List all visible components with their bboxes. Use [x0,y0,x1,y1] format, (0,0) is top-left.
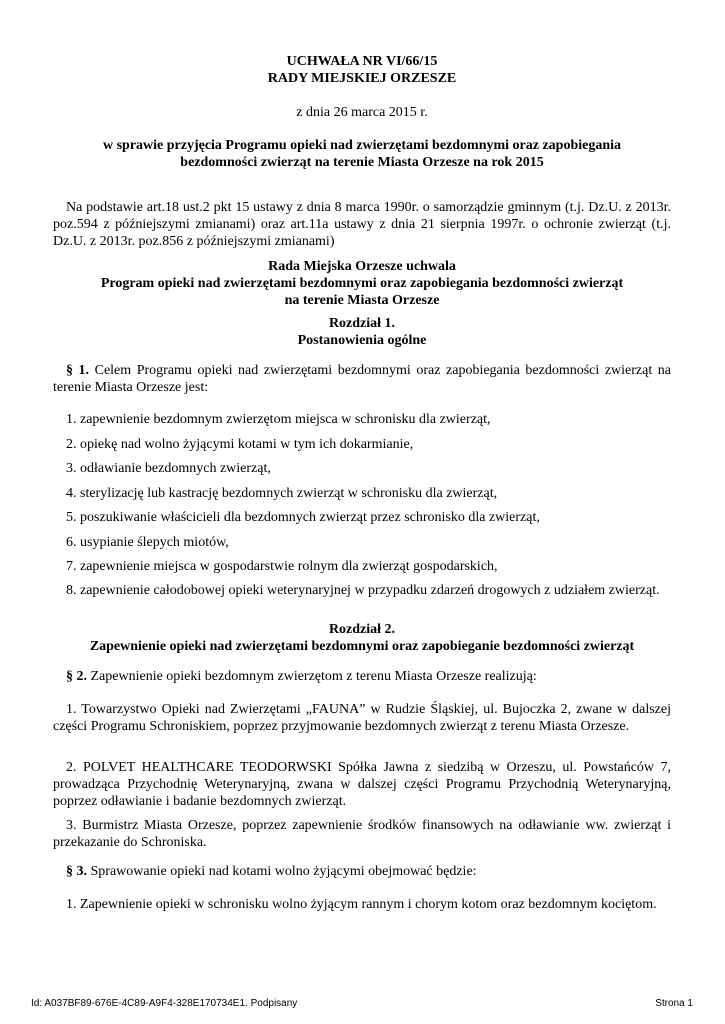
section-2-paragraph [53,668,671,685]
council-line-3: na terenie Miasta Orzesze [284,293,440,308]
section-3-mark: § 3. [66,864,87,879]
section-1-item: 5. poszukiwanie właścicieli dla bezdomnych zwierząt przez schronisko dla zwierząt, [66,510,540,525]
council-line-2: Program opieki nad zwierzętami bezdomnymi oraz zapobiegania bezdomności zwierząt [100,276,624,291]
title-line-1: UCHWAŁA NR VI/66/15 [286,54,438,69]
resolution-date [53,104,671,121]
subject-line-2: bezdomności zwierząt na terenie Miasta Orzesze na rok 2015 [180,155,544,170]
chapter-2-subtitle: Zapewnienie opieki nad zwierzętami bezdomnymi oraz zapobieganie bezdomności zwierząt [89,639,635,654]
legal-basis-text: Na podstawie art.18 ust.2 pkt 15 ustawy z dnia 8 marca 1990r. o samorządzie gminnym (t.j. Dz.U. z 2013r. poz.594 z późniejszymi zmianami) oraz art.11a ustawy z dnia 21 sierpnia 1997r. o ochronie zwierząt (t.j. Dz.U. z 2013r. poz.856 z późniejszymi zmianami) [53,200,671,249]
section-2-item: 2. POLVET HEALTHCARE TEODORWSKI Spółka Jawna z siedzibą w Orzeszu, ul. Powstańców 7, prowadząca Przychodnię Weterynaryjną, zwana w dalszej części Programu Przychodnią Weterynaryjną, poprzez odławianie i badanie bezdomnych zwierząt. [53,760,671,809]
section-2 [53,668,671,685]
section-1-item: 8. zapewnienie całodobowej opieki weterynaryjnej w przypadku zdarzeń drogowych z udziałem zwierząt. [66,583,660,598]
section-1-item: 7. zapewnienie miejsca w gospodarstwie rolnym dla zwierząt gospodarskich, [66,559,498,574]
council-resolves [53,258,671,309]
section-1-paragraph [53,362,671,396]
section-3-text: Sprawowanie opieki nad kotami wolno żyjącymi obejmować będzie: [87,864,477,879]
chapter-1-title: Rozdział 1. [328,316,396,331]
chapter-2-title: Rozdział 2. [328,622,396,637]
chapter-1-subtitle: Postanowienia ogólne [297,333,427,348]
resolution-subject [53,137,671,171]
section-2-item: 1. Towarzystwo Opieki nad Zwierzętami „FAUNA” w Rudzie Śląskiej, ul. Bujoczka 2, zwane w dalszej części Programu Schroniskiem, poprzez przyjmowanie bezdomnych zwierząt z terenu Miasta Orzesze. [53,702,671,734]
resolution-title [53,53,671,87]
document-id-footer: Id: A037BF89-676E-4C89-A9F4-328E170734E1. Podpisany [31,998,298,1009]
section-1-item: 4. sterylizację lub kastrację bezdomnych zwierząt w schronisku dla zwierząt, [66,486,498,501]
council-line-1: Rada Miejska Orzesze uchwala [268,259,456,274]
page-number-footer: Strona 1 [655,998,693,1009]
section-1-item: 3. odławianie bezdomnych zwierząt, [66,461,271,476]
section-1-item: 1. zapewnienie bezdomnym zwierzętom miejsca w schronisku dla zwierząt, [66,412,491,427]
section-2-item: 3. Burmistrz Miasta Orzesze, poprzez zapewnienie środków finansowych na odławianie ww. zwierząt i przekazanie do Schroniska. [53,818,671,850]
chapter-2-heading [53,621,671,655]
section-1 [53,362,671,396]
section-1-mark: § 1. [66,363,90,378]
title-line-2: RADY MIEJSKIEJ ORZESZE [267,71,457,86]
chapter-1-heading [53,315,671,349]
section-1-text: Celem Programu opieki nad zwierzętami bezdomnymi oraz zapobiegania bezdomności zwierząt na terenie Miasta Orzesze jest: [53,363,671,395]
date-text: z dnia 26 marca 2015 r. [296,105,428,120]
section-3-item: 1. Zapewnienie opieki w schronisku wolno żyjącym rannym i chorym kotom oraz bezdomnym kociętom. [66,897,657,912]
subject-line-1: w sprawie przyjęcia Programu opieki nad zwierzętami bezdomnymi oraz zapobiegania [102,138,622,153]
section-3-paragraph [53,863,671,880]
section-1-item: 6. usypianie ślepych miotów, [66,535,229,550]
section-2-text: Zapewnienie opieki bezdomnym zwierzętom z terenu Miasta Orzesze realizują: [87,669,537,684]
section-2-mark: § 2. [66,669,87,684]
section-1-item: 2. opiekę nad wolno żyjącymi kotami w tym ich dokarmianie, [66,437,414,452]
legal-basis [53,199,671,250]
section-3 [53,863,671,880]
